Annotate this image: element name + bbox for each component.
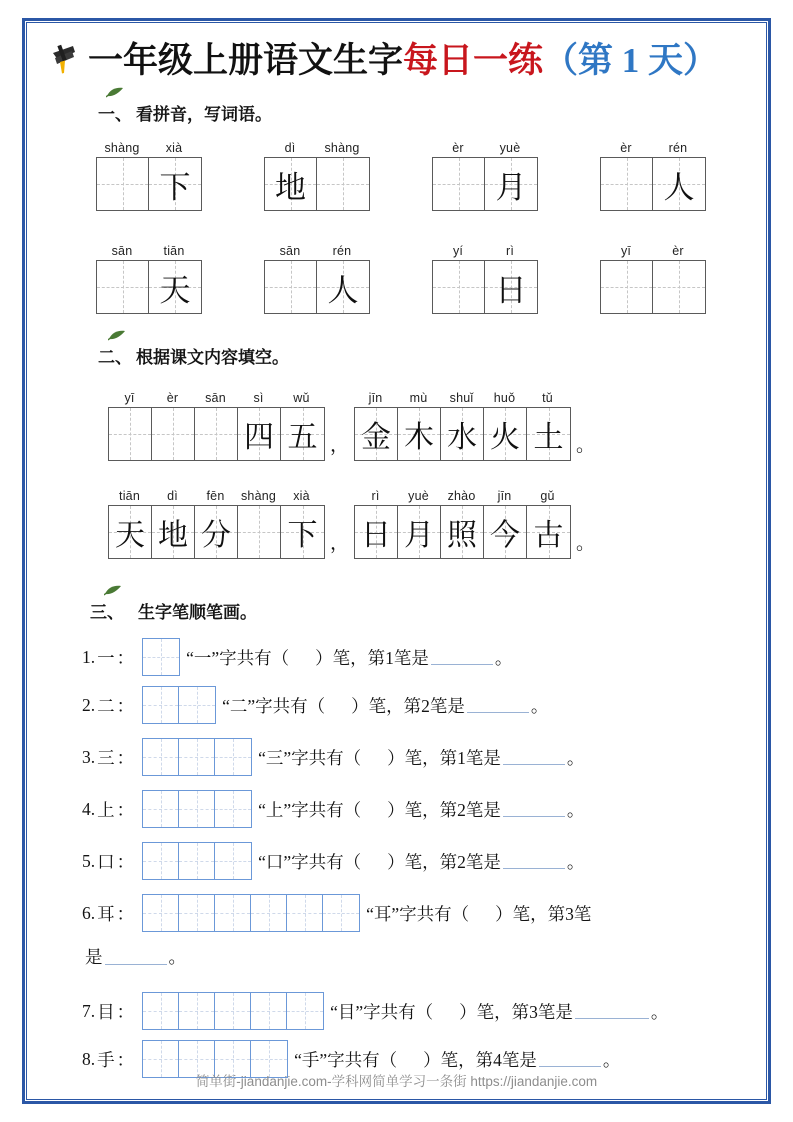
comma-separator: ，: [330, 533, 350, 554]
question-mid: ）笔，第3笔: [495, 903, 592, 924]
tianzige-cell[interactable]: [317, 158, 369, 210]
item-char: 手: [97, 1049, 115, 1070]
tianzige-cell[interactable]: [281, 506, 324, 558]
tianzige-cell[interactable]: [484, 506, 527, 558]
tianzige-cell[interactable]: [601, 158, 653, 210]
question-pre: “目”字共有（: [330, 1001, 434, 1022]
pinyin-syllable: sān: [111, 244, 133, 258]
question-pre: “一”字共有（: [186, 647, 290, 668]
question-pre: “口”字共有（: [258, 851, 362, 872]
tianzige-cell[interactable]: [355, 408, 398, 460]
item-char: 二: [97, 695, 115, 716]
item-colon: ：: [116, 851, 135, 872]
stroke-item-6-continued: [85, 944, 186, 969]
pinyin-syllable: fēn: [206, 489, 225, 503]
tianzige-grid[interactable]: [108, 505, 325, 559]
question-mid: ）笔，第2笔是: [387, 851, 501, 872]
pinyin-syllable: xià: [293, 489, 310, 503]
cell-char: 下: [287, 519, 318, 552]
tianzige-cell[interactable]: [97, 261, 149, 313]
item-colon: ：: [116, 647, 135, 668]
pinyin-line: [96, 140, 202, 157]
tianzige-cell[interactable]: [265, 261, 317, 313]
exercise1-row-1: [96, 140, 706, 211]
tianzige-cell[interactable]: [527, 506, 570, 558]
question-pre: “二”字共有（: [222, 695, 326, 716]
stroke-grid[interactable]: [142, 738, 252, 776]
section-3-number: 三、: [90, 603, 124, 622]
tianzige-cell[interactable]: [238, 506, 281, 558]
word-group: [264, 140, 370, 211]
cell-char: 天: [115, 519, 145, 552]
answer-blank[interactable]: [503, 853, 565, 869]
cell-char: 五: [287, 421, 318, 454]
pinyin-syllable: rì: [371, 489, 380, 503]
cell-char: 火: [490, 421, 521, 454]
stroke-grid[interactable]: [142, 894, 360, 932]
pinyin-line: [432, 243, 538, 260]
cell-char: 月: [404, 519, 435, 552]
question-end: 。: [566, 851, 585, 872]
title-text: [88, 40, 719, 80]
item-char: 三: [97, 747, 115, 768]
stroke-cell[interactable]: [215, 739, 251, 775]
tianzige-cell[interactable]: [238, 408, 281, 460]
tianzige-grid[interactable]: [108, 407, 325, 461]
wrap-end: 。: [168, 947, 186, 967]
pinyin-line: [354, 488, 571, 505]
word-group: [96, 243, 202, 314]
pinyin-syllable: sān: [205, 391, 226, 405]
pinyin-syllable: gǔ: [540, 489, 555, 503]
pinyin-syllable: rén: [332, 244, 352, 258]
item-colon: ：: [116, 903, 135, 924]
question-mid: ）笔，第2笔是: [387, 799, 501, 820]
tianzige-cell[interactable]: [601, 261, 653, 313]
section-2-number: 二、: [98, 348, 132, 367]
word-group: [600, 140, 706, 211]
answer-blank[interactable]: [575, 1003, 649, 1019]
tianzige-grid[interactable]: [600, 157, 706, 211]
answer-blank[interactable]: [467, 697, 529, 713]
cell-char: 地: [275, 169, 306, 205]
section-header-3: [90, 598, 257, 623]
cell-char: 人: [327, 272, 359, 308]
item-number: 7.: [82, 1000, 96, 1021]
section-2-title: 根据课文内容填空。: [136, 348, 289, 367]
tianzige-cell[interactable]: [527, 408, 570, 460]
pinyin-syllable: èr: [166, 391, 179, 405]
tianzige-grid[interactable]: [96, 260, 202, 314]
word-group: [264, 243, 370, 314]
item-char: 目: [97, 1001, 115, 1022]
stroke-item-7: [82, 992, 668, 1030]
stroke-cell[interactable]: [215, 843, 251, 879]
pinyin-syllable: wǔ: [293, 391, 310, 405]
period-separator: 。: [576, 533, 596, 554]
pinyin-line: [108, 390, 325, 407]
stroke-cell[interactable]: [287, 895, 323, 931]
stroke-cell[interactable]: [323, 895, 359, 931]
pinyin-syllable: èr: [672, 244, 684, 258]
cell-char: 木: [404, 421, 435, 454]
tianzige-cell[interactable]: [265, 158, 317, 210]
cell-char: 分: [201, 519, 231, 552]
tianzige-grid[interactable]: [354, 407, 571, 461]
title-part-blue: （第 1 天）: [543, 40, 719, 80]
pinyin-syllable: tǔ: [542, 391, 553, 405]
stroke-cell[interactable]: [143, 687, 179, 723]
tianzige-grid[interactable]: [264, 260, 370, 314]
stroke-grid[interactable]: [142, 842, 252, 880]
pinyin-syllable: yī: [124, 391, 135, 405]
wrap-prefix: 是: [85, 947, 103, 967]
tianzige-cell[interactable]: [485, 158, 537, 210]
pinyin-syllable: èr: [452, 141, 464, 155]
stroke-cell[interactable]: [143, 639, 179, 675]
exercise1-row-2: [96, 243, 706, 314]
leaf-icon: [106, 87, 124, 98]
stroke-item-1: [82, 638, 512, 676]
stroke-cell[interactable]: [179, 895, 215, 931]
stroke-item-4: [82, 790, 584, 828]
pinyin-line: [264, 243, 370, 260]
stroke-cell[interactable]: [251, 993, 287, 1029]
tianzige-cell[interactable]: [317, 261, 369, 313]
pushpin-icon: [46, 40, 80, 80]
stroke-grid[interactable]: [142, 686, 216, 724]
pinyin-line: [96, 243, 202, 260]
stroke-item-3: [82, 738, 584, 776]
period-separator: 。: [576, 435, 596, 456]
tianzige-cell[interactable]: [195, 506, 238, 558]
stroke-cell[interactable]: [179, 791, 215, 827]
stroke-cell[interactable]: [215, 895, 251, 931]
stroke-cell[interactable]: [143, 843, 179, 879]
stroke-cell[interactable]: [179, 687, 215, 723]
item-char: 一: [97, 647, 115, 668]
tianzige-grid[interactable]: [432, 157, 538, 211]
cell-char: 地: [158, 519, 188, 552]
stroke-cell[interactable]: [143, 993, 179, 1029]
pinyin-syllable: yī: [620, 244, 632, 258]
question-end: 。: [530, 695, 549, 716]
tianzige-cell[interactable]: [398, 408, 441, 460]
item-colon: ：: [116, 799, 135, 820]
item-char: 上: [97, 799, 115, 820]
tianzige-cell[interactable]: [109, 506, 152, 558]
tianzige-cell[interactable]: [152, 408, 195, 460]
question-mid: ）笔，第2笔是: [351, 695, 465, 716]
stroke-item-6: [82, 894, 591, 932]
word-group: [432, 140, 538, 211]
section-3-title: 生字笔顺笔画。: [138, 603, 257, 622]
stroke-cell[interactable]: [287, 993, 323, 1029]
cell-char: 照: [447, 519, 478, 552]
cell-char: 今: [490, 519, 521, 552]
word-group: [432, 243, 538, 314]
stroke-item-2: [82, 686, 548, 724]
pinyin-syllable: tiān: [163, 244, 185, 258]
question-pre: “耳”字共有（: [366, 903, 470, 924]
pinyin-syllable: èr: [620, 141, 632, 155]
tianzige-cell[interactable]: [484, 408, 527, 460]
item-number: 1.: [82, 646, 96, 667]
cell-char: 土: [533, 421, 564, 454]
item-colon: ：: [116, 695, 135, 716]
pinyin-syllable: xià: [165, 141, 183, 155]
question-end: 。: [566, 799, 585, 820]
answer-blank[interactable]: [503, 801, 565, 817]
pinyin-syllable: shàng: [104, 141, 140, 155]
stroke-cell[interactable]: [143, 739, 179, 775]
pinyin-syllable: jīn: [368, 391, 383, 405]
pinyin-syllable: shàng: [324, 141, 360, 155]
tianzige-cell[interactable]: [149, 158, 201, 210]
tianzige-cell[interactable]: [441, 506, 484, 558]
answer-blank[interactable]: [431, 649, 493, 665]
tianzige-grid[interactable]: [264, 157, 370, 211]
item-char: 口: [97, 851, 115, 872]
pinyin-line: [600, 140, 706, 157]
tianzige-cell[interactable]: [281, 408, 324, 460]
tianzige-cell[interactable]: [433, 261, 485, 313]
stroke-cell[interactable]: [143, 895, 179, 931]
pinyin-line: [432, 140, 538, 157]
question-pre: “三”字共有（: [258, 747, 362, 768]
cell-char: 月: [495, 169, 527, 205]
item-colon: ：: [116, 1049, 135, 1070]
cell-char: 天: [159, 272, 191, 308]
pinyin-syllable: dì: [284, 141, 296, 155]
pinyin-syllable: mù: [409, 391, 428, 405]
tianzige-cell[interactable]: [109, 408, 152, 460]
stroke-grid[interactable]: [142, 790, 252, 828]
answer-blank[interactable]: [503, 749, 565, 765]
item-colon: ：: [116, 747, 135, 768]
stroke-cell[interactable]: [215, 791, 251, 827]
tianzige-cell[interactable]: [433, 158, 485, 210]
item-number: 8.: [82, 1048, 96, 1069]
tianzige-cell[interactable]: [441, 408, 484, 460]
stroke-cell[interactable]: [215, 993, 251, 1029]
stroke-cell[interactable]: [251, 895, 287, 931]
answer-blank[interactable]: [105, 949, 167, 965]
tianzige-cell[interactable]: [653, 158, 705, 210]
tianzige-grid[interactable]: [432, 260, 538, 314]
cell-char: 金: [361, 421, 392, 454]
item-number: 3.: [82, 746, 96, 767]
pinyin-syllable: sān: [279, 244, 301, 258]
leaf-icon: [108, 330, 126, 341]
section-1-number: 一、: [98, 105, 132, 124]
footer-watermark: 简单街-jiandanjie.com-学科网简单学习一条街 https://jiandanjie.com: [195, 1074, 598, 1089]
question-mid: ）笔，第3笔是: [459, 1001, 573, 1022]
tianzige-grid[interactable]: [96, 157, 202, 211]
comma-separator: ，: [330, 435, 350, 456]
tianzige-cell[interactable]: [653, 261, 705, 313]
cell-char: 人: [663, 169, 695, 205]
question-end: 。: [602, 1049, 621, 1070]
sentence-left: [108, 390, 325, 461]
item-number: 5.: [82, 850, 96, 871]
cell-char: 日: [361, 519, 392, 552]
cell-char: 下: [159, 169, 191, 205]
question-mid: ）笔，第1笔是: [315, 647, 429, 668]
section-header-1: [98, 100, 272, 125]
pinyin-syllable: tiān: [119, 489, 140, 503]
pinyin-syllable: shàng: [240, 489, 277, 503]
cell-char: 日: [495, 272, 527, 308]
section-header-2: [98, 343, 289, 368]
question-mid: ）笔，第1笔是: [387, 747, 501, 768]
section-1-title: 看拼音，写词语。: [136, 105, 272, 124]
tianzige-cell[interactable]: [195, 408, 238, 460]
cell-char: 四: [244, 421, 274, 454]
pinyin-line: [264, 140, 370, 157]
pinyin-line: [600, 243, 706, 260]
stroke-grid[interactable]: [142, 992, 324, 1030]
sentence-right: [354, 488, 571, 559]
exercise2-row-1: [108, 390, 600, 461]
pinyin-syllable: zhào: [447, 489, 476, 503]
tianzige-grid[interactable]: [354, 505, 571, 559]
question-end: 。: [650, 1001, 669, 1022]
stroke-cell[interactable]: [179, 739, 215, 775]
cell-char: 古: [533, 519, 564, 552]
pinyin-syllable: yuè: [408, 489, 429, 503]
pinyin-syllable: sì: [253, 391, 264, 405]
title-part-black: 一年级上册语文生字: [88, 40, 404, 80]
pinyin-syllable: yuè: [499, 141, 521, 155]
item-char: 耳: [97, 903, 115, 924]
stroke-cell[interactable]: [179, 993, 215, 1029]
item-number: 2.: [82, 694, 96, 715]
pinyin-line: [108, 488, 325, 505]
page-title: [46, 32, 752, 88]
pinyin-syllable: dì: [167, 489, 178, 503]
word-group: [96, 140, 202, 211]
pinyin-syllable: huǒ: [493, 391, 516, 405]
stroke-item-5: [82, 842, 584, 880]
item-number: 6.: [82, 902, 96, 923]
stroke-cell[interactable]: [143, 791, 179, 827]
pinyin-syllable: rén: [668, 141, 688, 155]
tianzige-cell[interactable]: [355, 506, 398, 558]
title-part-red: 每日一练: [403, 40, 544, 80]
pinyin-syllable: yí: [452, 244, 464, 258]
answer-blank[interactable]: [539, 1051, 601, 1067]
tianzige-cell[interactable]: [485, 261, 537, 313]
question-end: 。: [494, 647, 513, 668]
pinyin-syllable: rì: [505, 244, 515, 258]
pinyin-line: [354, 390, 571, 407]
sentence-left: [108, 488, 325, 559]
tianzige-cell[interactable]: [398, 506, 441, 558]
tianzige-cell[interactable]: [97, 158, 149, 210]
stroke-cell[interactable]: [179, 843, 215, 879]
pinyin-syllable: jīn: [497, 489, 512, 503]
item-number: 4.: [82, 798, 96, 819]
question-mid: ）笔，第4笔是: [423, 1049, 537, 1070]
tianzige-grid[interactable]: [600, 260, 706, 314]
cell-char: 水: [447, 421, 478, 454]
question-pre: “手”字共有（: [294, 1049, 398, 1070]
pinyin-syllable: shuǐ: [449, 391, 474, 405]
tianzige-cell[interactable]: [152, 506, 195, 558]
question-end: 。: [566, 747, 585, 768]
leaf-icon: [104, 585, 122, 596]
sentence-right: [354, 390, 571, 461]
item-colon: ：: [116, 1001, 135, 1022]
exercise2-row-2: [108, 488, 600, 559]
word-group: [600, 243, 706, 314]
tianzige-cell[interactable]: [149, 261, 201, 313]
stroke-grid[interactable]: [142, 638, 180, 676]
question-pre: “上”字共有（: [258, 799, 362, 820]
